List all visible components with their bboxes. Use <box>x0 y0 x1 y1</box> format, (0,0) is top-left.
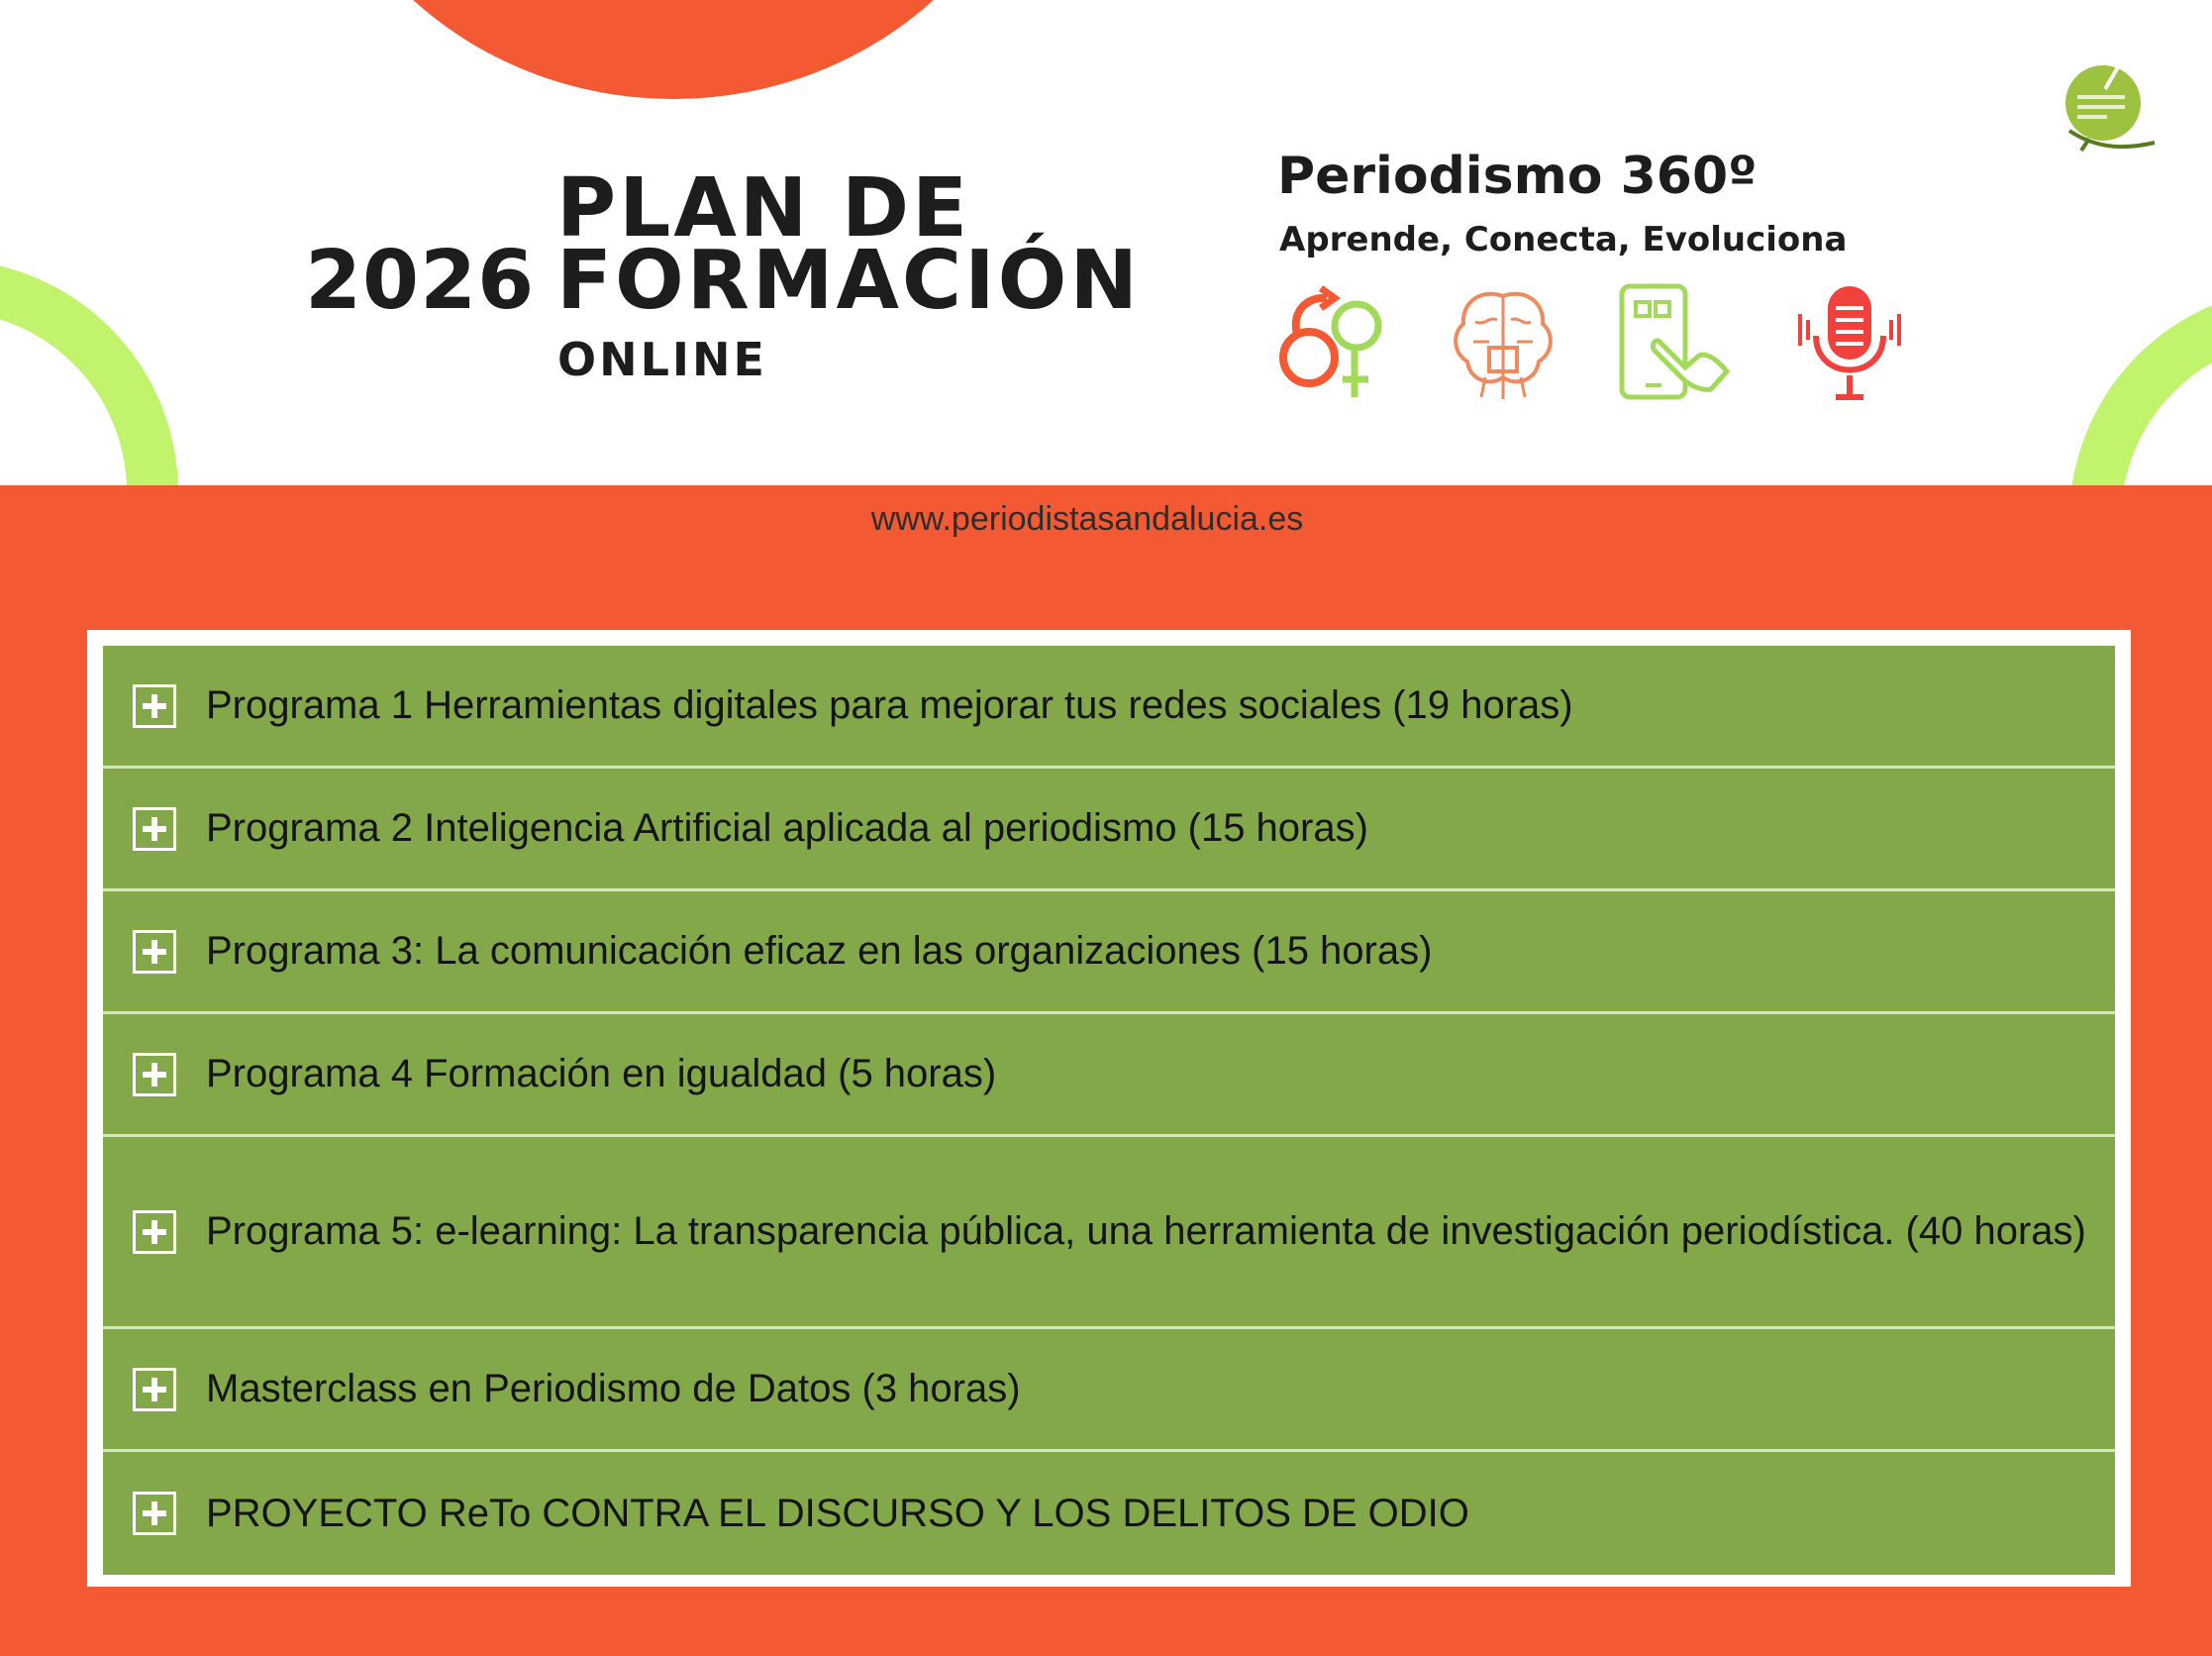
decorative-green-ring-left <box>0 259 178 485</box>
website-url[interactable]: www.periodistasandalucia.es <box>870 500 1304 538</box>
accordion-item-programa-4[interactable] <box>103 1014 2115 1137</box>
accordion-item-programa-1[interactable] <box>103 646 2115 769</box>
plus-icon[interactable] <box>133 1210 176 1254</box>
accordion-item-proyecto-reto[interactable] <box>103 1452 2115 1575</box>
tagline-title: Periodismo 360º <box>1277 147 1758 206</box>
programs-panel <box>87 630 2131 1587</box>
decorative-green-ring-right <box>2069 287 2212 485</box>
accordion-item-label: PROYECTO ReTo CONTRA EL DISCURSO Y LOS DELITOS DE ODIO <box>206 1491 1469 1535</box>
accordion-item-programa-2[interactable] <box>103 769 2115 891</box>
header-banner <box>0 0 2212 485</box>
plus-icon[interactable] <box>133 1053 176 1096</box>
accordion-item-masterclass[interactable] <box>103 1329 2115 1452</box>
tagline-subtitle: Aprende, Conecta, Evoluciona <box>1279 220 1848 259</box>
touch-phone-icon <box>1616 282 1735 405</box>
microphone-icon <box>1790 282 1909 405</box>
gender-symbols-icon <box>1277 282 1388 405</box>
decorative-orange-circle <box>297 0 1050 99</box>
banner-year: 2026 <box>305 234 536 328</box>
banner-title-line1: PLAN DE <box>556 161 971 256</box>
accordion-item-label: Programa 1 Herramientas digitales para mejorar tus redes sociales (19 horas) <box>206 683 1573 727</box>
banner-title-line3: ONLINE <box>557 333 767 386</box>
ai-brain-icon <box>1446 282 1560 405</box>
programs-accordion <box>103 646 2115 1575</box>
plus-icon[interactable] <box>133 930 176 974</box>
accordion-item-label: Programa 3: La comunicación eficaz en las organizaciones (15 horas) <box>206 929 1433 973</box>
banner-title-line2: FORMACIÓN <box>556 234 1141 328</box>
accordion-item-programa-5[interactable] <box>103 1137 2115 1329</box>
accordion-item-programa-3[interactable] <box>103 891 2115 1014</box>
accordion-item-label: Programa 2 Inteligencia Artificial aplicada al periodismo (15 horas) <box>206 806 1368 850</box>
accordion-item-label: Programa 4 Formación en igualdad (5 horas) <box>206 1052 997 1095</box>
association-logo <box>2060 59 2159 158</box>
plus-icon[interactable] <box>133 684 176 728</box>
plus-icon[interactable] <box>133 807 176 851</box>
plus-icon[interactable] <box>133 1492 176 1535</box>
accordion-item-label: Programa 5: e-learning: La transparencia pública, una herramienta de investigación periodística. (40 horas) <box>206 1209 2086 1253</box>
plus-icon[interactable] <box>133 1368 176 1411</box>
accordion-item-label: Masterclass en Periodismo de Datos (3 horas) <box>206 1367 1021 1410</box>
